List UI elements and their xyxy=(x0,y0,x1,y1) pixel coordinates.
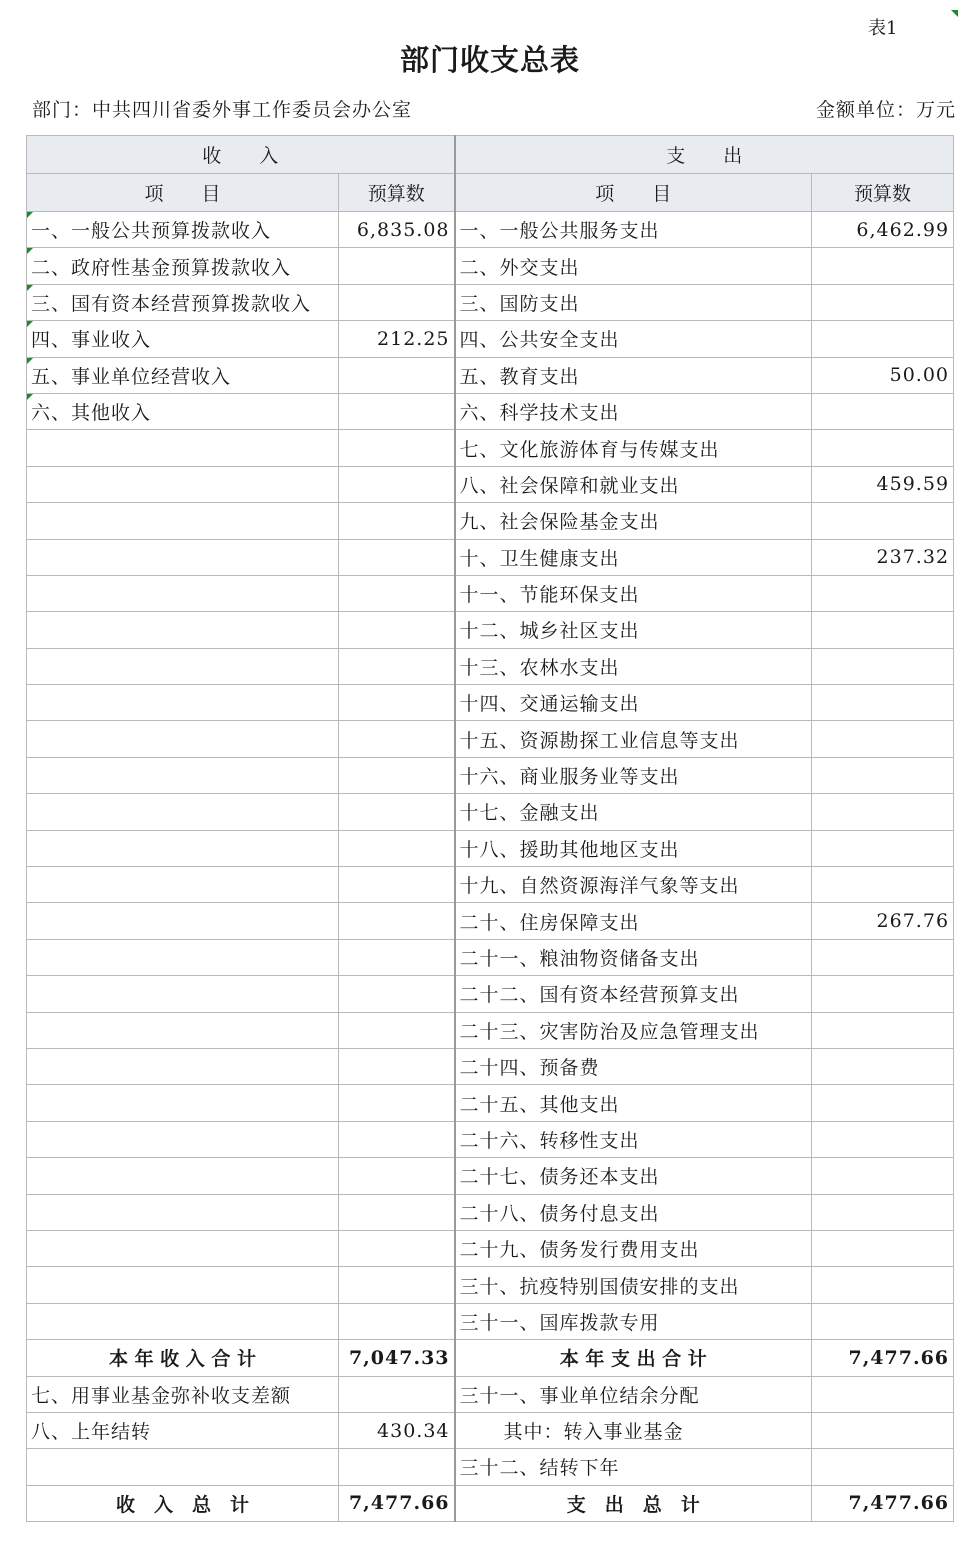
table-row xyxy=(27,1412,954,1448)
income-year-total-label-text: 本 年 收 入 合 计 xyxy=(108,1348,257,1371)
income-value-cell xyxy=(339,976,455,1012)
income-value-cell xyxy=(339,1449,455,1485)
income-item-cell xyxy=(27,757,339,793)
table-row xyxy=(27,212,954,248)
expense-value-cell xyxy=(812,939,954,975)
expense-item-cell-text: 二十五、其他支出 xyxy=(459,1093,620,1116)
expense-item-cell-text: 二十六、转移性支出 xyxy=(459,1129,640,1152)
expense-item-cell-text: 十九、自然资源海洋气象等支出 xyxy=(459,875,740,898)
expense-value-cell xyxy=(812,685,954,721)
column-header-row xyxy=(27,174,954,212)
table-row xyxy=(27,430,954,466)
table-row xyxy=(27,393,954,429)
income-grand-total-label-text: 收 入 总 计 xyxy=(115,1493,249,1516)
table-row xyxy=(27,976,954,1012)
expense-value-cell xyxy=(812,1121,954,1157)
expense-item-header: 项 目 xyxy=(455,174,812,212)
expense-value-cell xyxy=(812,466,954,502)
table-row xyxy=(27,903,954,939)
expense-item-cell xyxy=(455,1303,812,1339)
table-row xyxy=(27,1012,954,1048)
cell-comment-marker xyxy=(27,285,33,291)
table-row xyxy=(27,321,954,357)
expense-value-cell xyxy=(812,321,954,357)
table-row xyxy=(27,830,954,866)
income-item-cell xyxy=(27,430,339,466)
year-total-row xyxy=(27,1340,954,1376)
expense-year-total-label-text: 本 年 支 出 合 计 xyxy=(559,1348,707,1371)
income-item-cell xyxy=(27,284,339,320)
expense-grand-total-label xyxy=(455,1485,812,1521)
income-value-cell xyxy=(339,612,455,648)
expense-item-cell xyxy=(455,1449,812,1485)
income-item-cell xyxy=(27,357,339,393)
expense-item-cell xyxy=(455,976,812,1012)
income-value-cell xyxy=(339,466,455,502)
table-row xyxy=(27,1121,954,1157)
expense-item-cell-text: 十、卫生健康支出 xyxy=(459,547,620,570)
expense-value-cell xyxy=(812,867,954,903)
income-value-cell xyxy=(339,721,455,757)
income-item-cell xyxy=(27,1230,339,1266)
expense-year-total-value-text: 7,477.66 xyxy=(848,1346,950,1369)
income-value-cell xyxy=(339,248,455,284)
expense-budget-header: 预算数 xyxy=(812,174,954,212)
income-item-cell xyxy=(27,721,339,757)
expense-item-cell-text: 六、科学技术支出 xyxy=(459,402,620,425)
income-value-cell xyxy=(339,357,455,393)
expense-item-cell xyxy=(455,1085,812,1121)
expense-item-cell-text: 四、公共安全支出 xyxy=(459,329,620,352)
expense-value-cell xyxy=(812,1267,954,1303)
income-value-cell-text: 212.25 xyxy=(377,327,450,350)
expense-value-cell xyxy=(812,357,954,393)
income-item-cell-text: 八、上年结转 xyxy=(31,1421,152,1444)
expense-item-cell-text: 二十一、粮油物资储备支出 xyxy=(459,948,700,970)
income-value-cell xyxy=(339,1085,455,1121)
income-section-header: 收 入 xyxy=(27,136,455,174)
income-value-cell xyxy=(339,648,455,684)
expense-item-cell-text: 十四、交通运输支出 xyxy=(459,693,640,716)
expense-item-cell xyxy=(455,1376,812,1412)
expense-item-cell-text: 八、社会保障和就业支出 xyxy=(459,474,680,497)
table-row xyxy=(27,1303,954,1339)
income-item-cell xyxy=(27,466,339,502)
income-item-cell-text: 三、国有资本经营预算拨款收入 xyxy=(31,292,312,315)
income-grand-total-value xyxy=(339,1485,455,1521)
income-item-cell xyxy=(27,1412,339,1448)
expense-item-cell xyxy=(455,721,812,757)
expense-value-cell xyxy=(812,648,954,684)
income-item-cell xyxy=(27,1048,339,1084)
table-row xyxy=(27,284,954,320)
expense-item-cell-text: 十二、城乡社区支出 xyxy=(459,620,640,643)
expense-grand-total-value-text: 7,477.66 xyxy=(848,1492,950,1515)
income-item-cell-text: 四、事业收入 xyxy=(31,329,152,352)
table-row xyxy=(27,539,954,575)
expense-item-cell-text: 十五、资源勘探工业信息等支出 xyxy=(459,729,740,752)
table-row xyxy=(27,1085,954,1121)
income-year-total-value xyxy=(339,1340,455,1376)
expense-item-cell xyxy=(455,575,812,611)
income-item-cell xyxy=(27,830,339,866)
table-row xyxy=(27,1449,954,1485)
income-item-cell xyxy=(27,1158,339,1194)
expense-item-cell-text: 二十二、国有资本经营预算支出 xyxy=(459,984,740,1007)
income-value-cell xyxy=(339,539,455,575)
expense-section-header: 支 出 xyxy=(455,136,954,174)
expense-item-cell xyxy=(455,248,812,284)
table-number: 表1 xyxy=(868,18,898,39)
income-item-cell xyxy=(27,393,339,429)
income-budget-header: 预算数 xyxy=(339,174,455,212)
expense-item-cell-text: 五、教育支出 xyxy=(459,365,580,388)
grand-total-row xyxy=(27,1485,954,1521)
expense-value-cell xyxy=(812,575,954,611)
expense-grand-total-value xyxy=(812,1485,954,1521)
income-value-cell xyxy=(339,503,455,539)
cell-comment-marker xyxy=(27,394,33,400)
expense-item-cell xyxy=(455,539,812,575)
expense-item-cell-text: 三十、抗疫特别国债安排的支出 xyxy=(459,1275,740,1298)
income-value-cell xyxy=(339,1158,455,1194)
expense-item-cell-text: 三十一、国库拨款专用 xyxy=(459,1311,660,1334)
income-year-total-label xyxy=(27,1340,339,1376)
expense-value-cell xyxy=(812,539,954,575)
income-item-cell xyxy=(27,1194,339,1230)
income-item-cell xyxy=(27,539,339,575)
expense-value-cell xyxy=(812,1158,954,1194)
expense-item-cell xyxy=(455,430,812,466)
expense-value-cell-text: 237.32 xyxy=(876,546,950,569)
income-item-cell-text: 七、用事业基金弥补收支差额 xyxy=(31,1384,292,1407)
income-item-cell xyxy=(27,575,339,611)
table-row xyxy=(27,757,954,793)
expense-item-cell xyxy=(455,321,812,357)
table-row xyxy=(27,466,954,502)
expense-value-cell xyxy=(812,1412,954,1448)
expense-item-cell-text: 十六、商业服务业等支出 xyxy=(459,766,680,789)
expense-value-cell xyxy=(812,721,954,757)
income-value-cell xyxy=(339,212,455,248)
table-row xyxy=(27,939,954,975)
expense-value-cell xyxy=(812,1048,954,1084)
expense-item-cell xyxy=(455,1267,812,1303)
income-value-cell xyxy=(339,830,455,866)
income-item-cell-text: 六、其他收入 xyxy=(31,402,152,425)
income-item-cell xyxy=(27,976,339,1012)
cell-comment-marker xyxy=(27,358,33,364)
top-right-corner-mark xyxy=(951,10,958,17)
table-row xyxy=(27,503,954,539)
income-year-total-value-text: 7,047.33 xyxy=(348,1346,450,1369)
table-row xyxy=(27,1376,954,1412)
expense-value-cell xyxy=(812,903,954,939)
table-row xyxy=(27,575,954,611)
income-item-cell xyxy=(27,1303,339,1339)
expense-item-cell xyxy=(455,939,812,975)
income-value-cell xyxy=(339,939,455,975)
income-value-cell xyxy=(339,1048,455,1084)
expense-value-cell xyxy=(812,976,954,1012)
income-value-cell xyxy=(339,321,455,357)
income-item-cell-text: 五、事业单位经营收入 xyxy=(31,365,232,388)
expense-item-cell-text: 其中：转入事业基金 xyxy=(503,1421,684,1444)
expense-item-cell xyxy=(455,830,812,866)
department-label: 部门：中共四川省委外事工作委员会办公室 xyxy=(32,99,413,121)
income-grand-total-label xyxy=(27,1485,339,1521)
income-item-header: 项 目 xyxy=(27,174,339,212)
expense-value-cell xyxy=(812,1230,954,1266)
income-value-cell xyxy=(339,284,455,320)
table-row xyxy=(27,794,954,830)
expense-value-cell xyxy=(812,393,954,429)
income-value-cell xyxy=(339,1012,455,1048)
expense-item-cell-text: 二十三、灾害防治及应急管理支出 xyxy=(459,1020,760,1043)
expense-year-total-value xyxy=(812,1340,954,1376)
amount-unit-label: 金额单位：万元 xyxy=(815,99,956,121)
income-value-cell-text: 6,835.08 xyxy=(356,218,450,241)
expense-item-cell-text: 二、外交支出 xyxy=(459,256,580,279)
cell-comment-marker xyxy=(27,212,33,218)
table-row xyxy=(27,867,954,903)
income-item-cell xyxy=(27,1449,339,1485)
expense-item-cell-text: 三十一、事业单位结余分配 xyxy=(459,1384,700,1407)
expense-item-cell-text: 二十九、债务发行费用支出 xyxy=(459,1239,700,1262)
table-row xyxy=(27,721,954,757)
expense-value-cell xyxy=(812,1449,954,1485)
expense-item-cell xyxy=(455,357,812,393)
section-header-row xyxy=(27,136,954,174)
income-value-cell xyxy=(339,1303,455,1339)
table-row xyxy=(27,248,954,284)
expense-value-cell xyxy=(812,503,954,539)
expense-year-total-label xyxy=(455,1340,812,1376)
expense-value-cell-text: 267.76 xyxy=(876,910,950,933)
income-expense-table xyxy=(26,135,954,1522)
expense-item-cell-text: 十三、农林水支出 xyxy=(459,656,620,679)
table-row xyxy=(27,612,954,648)
expense-value-cell xyxy=(812,430,954,466)
income-item-cell xyxy=(27,503,339,539)
income-value-cell xyxy=(339,757,455,793)
page-title: 部门收支总表 xyxy=(399,43,580,77)
income-value-cell xyxy=(339,1230,455,1266)
expense-item-cell xyxy=(455,284,812,320)
table-row xyxy=(27,1267,954,1303)
income-value-cell xyxy=(339,575,455,611)
expense-value-cell xyxy=(812,1012,954,1048)
table-row xyxy=(27,685,954,721)
income-value-cell xyxy=(339,430,455,466)
table-row xyxy=(27,1048,954,1084)
expense-item-cell-text: 三十二、结转下年 xyxy=(459,1457,620,1480)
expense-value-cell xyxy=(812,1085,954,1121)
cell-comment-marker xyxy=(27,248,33,254)
income-item-cell xyxy=(27,1267,339,1303)
expense-item-cell xyxy=(455,393,812,429)
expense-item-cell-text: 二十四、预备费 xyxy=(459,1057,600,1080)
expense-value-cell-text: 6,462.99 xyxy=(856,218,950,241)
income-item-cell xyxy=(27,648,339,684)
expense-item-cell xyxy=(455,794,812,830)
income-value-cell xyxy=(339,685,455,721)
expense-item-cell-text: 十八、援助其他地区支出 xyxy=(459,838,680,861)
expense-item-cell xyxy=(455,648,812,684)
income-item-cell xyxy=(27,939,339,975)
expense-value-cell-text: 50.00 xyxy=(889,364,950,387)
expense-item-cell xyxy=(455,867,812,903)
table-row xyxy=(27,1194,954,1230)
income-item-cell xyxy=(27,903,339,939)
income-item-cell xyxy=(27,612,339,648)
income-value-cell xyxy=(339,903,455,939)
expense-value-cell xyxy=(812,212,954,248)
expense-item-cell-text: 二十八、债务付息支出 xyxy=(459,1202,660,1225)
income-value-cell xyxy=(339,1412,455,1448)
expense-item-cell-text: 二十、住房保障支出 xyxy=(459,911,640,934)
expense-value-cell xyxy=(812,248,954,284)
expense-item-cell xyxy=(455,466,812,502)
expense-grand-total-label-text: 支 出 总 计 xyxy=(566,1493,700,1516)
income-value-cell-text: 430.34 xyxy=(377,1419,450,1442)
expense-value-cell xyxy=(812,612,954,648)
expense-item-cell xyxy=(455,757,812,793)
income-value-cell xyxy=(339,1194,455,1230)
expense-item-cell xyxy=(455,685,812,721)
income-item-cell xyxy=(27,1012,339,1048)
expense-item-cell-text: 二十七、债务还本支出 xyxy=(459,1166,660,1189)
income-value-cell xyxy=(339,393,455,429)
income-grand-total-value-text: 7,477.66 xyxy=(348,1492,450,1515)
expense-item-cell-text: 十一、节能环保支出 xyxy=(459,584,640,607)
expense-item-cell xyxy=(455,1194,812,1230)
expense-item-cell xyxy=(455,1121,812,1157)
expense-item-cell-text: 十七、金融支出 xyxy=(459,802,600,825)
income-value-cell xyxy=(339,867,455,903)
income-value-cell xyxy=(339,1267,455,1303)
expense-value-cell xyxy=(812,1194,954,1230)
expense-item-cell-text: 三、国防支出 xyxy=(459,292,580,315)
table-row xyxy=(27,1158,954,1194)
income-item-cell xyxy=(27,685,339,721)
expense-value-cell xyxy=(812,830,954,866)
income-value-cell xyxy=(339,1376,455,1412)
expense-item-cell xyxy=(455,503,812,539)
income-item-cell xyxy=(27,794,339,830)
income-item-cell xyxy=(27,1085,339,1121)
expense-item-cell-text: 一、一般公共服务支出 xyxy=(459,220,660,243)
expense-value-cell xyxy=(812,1376,954,1412)
expense-value-cell xyxy=(812,284,954,320)
income-item-cell xyxy=(27,1121,339,1157)
expense-value-cell xyxy=(812,1303,954,1339)
income-value-cell xyxy=(339,794,455,830)
income-value-cell xyxy=(339,1121,455,1157)
table-row xyxy=(27,1230,954,1266)
table-row xyxy=(27,648,954,684)
expense-item-cell-text: 七、文化旅游体育与传媒支出 xyxy=(459,438,720,461)
expense-item-cell xyxy=(455,212,812,248)
income-item-cell xyxy=(27,248,339,284)
expense-item-cell xyxy=(455,612,812,648)
income-item-cell xyxy=(27,867,339,903)
expense-item-cell xyxy=(455,903,812,939)
income-item-cell-text: 二、政府性基金预算拨款收入 xyxy=(31,256,292,279)
expense-item-cell xyxy=(455,1230,812,1266)
expense-item-cell xyxy=(455,1012,812,1048)
cell-comment-marker xyxy=(27,321,33,327)
income-item-cell xyxy=(27,212,339,248)
expense-item-cell xyxy=(455,1158,812,1194)
expense-value-cell-text: 459.59 xyxy=(876,473,950,496)
expense-item-cell-text: 九、社会保险基金支出 xyxy=(459,511,660,534)
income-item-cell xyxy=(27,1376,339,1412)
income-item-cell xyxy=(27,321,339,357)
expense-value-cell xyxy=(812,757,954,793)
expense-item-cell xyxy=(455,1412,812,1448)
income-item-cell-text: 一、一般公共预算拨款收入 xyxy=(31,220,272,243)
table-row xyxy=(27,357,954,393)
expense-item-cell xyxy=(455,1048,812,1084)
expense-value-cell xyxy=(812,794,954,830)
